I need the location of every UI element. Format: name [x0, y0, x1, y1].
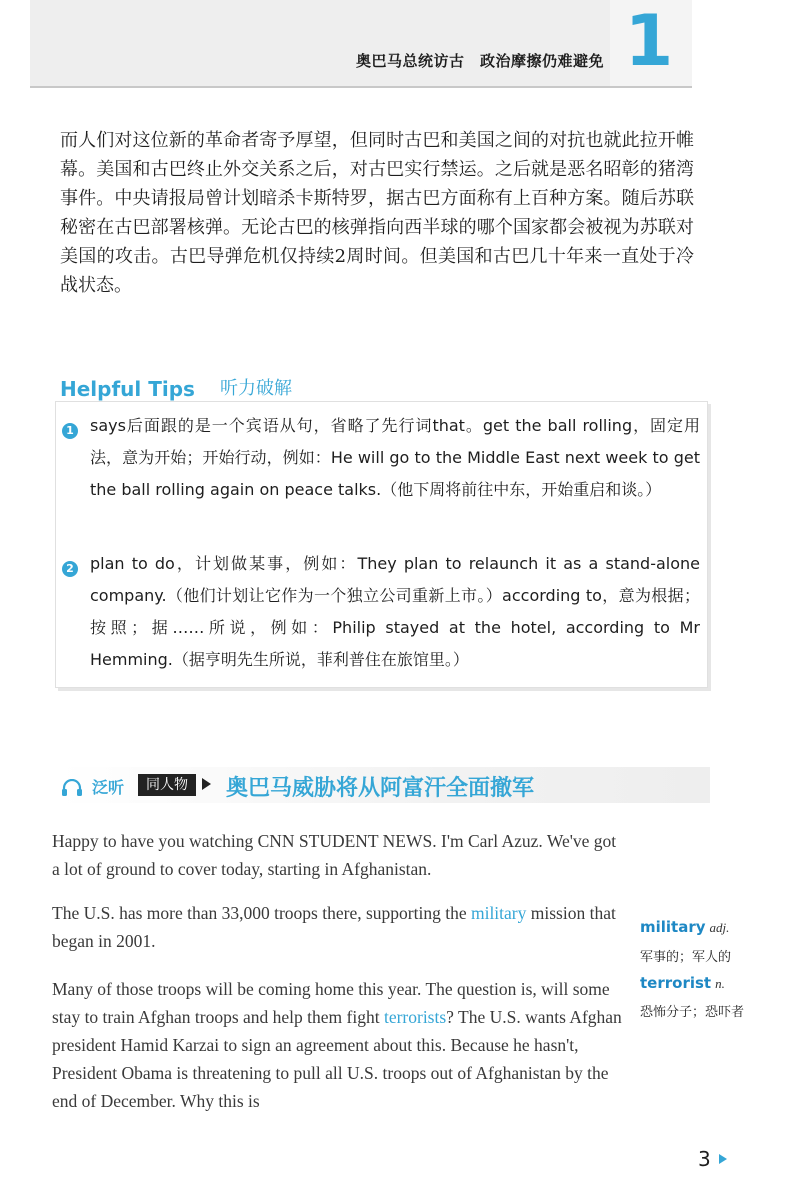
- glossary-definition: 军事的；军人的: [640, 950, 732, 965]
- glossary-word: [640, 918, 729, 936]
- glossary-term: terrorist: [640, 974, 712, 992]
- section-title: 奥巴马威胁将从阿富汗全面撤军: [226, 776, 535, 801]
- paragraph: Happy to have you watching CNN STUDENT NEWS. I'm Carl Azuz. We've got a lot of ground to cover today, starting in Afghanistan.: [52, 831, 617, 879]
- vocab-highlight: military: [470, 903, 527, 923]
- header-divider: [30, 86, 692, 88]
- glossary-term: military: [640, 918, 706, 936]
- paragraph: [52, 975, 622, 1115]
- text-run: The U.S. has more than 33,000 troops there, supporting the: [52, 903, 471, 923]
- page-number: 3: [698, 1147, 711, 1171]
- section-tag: 同人物: [138, 774, 196, 796]
- tip-number-badge: 2: [62, 561, 78, 577]
- tips-title: Helpful Tips: [60, 377, 195, 401]
- tip-text: says后面跟的是一个宾语从句，省略了先行词that。get the ball rolling，固定用法，意为开始；开始行动，例如：He will go to the Middle East next week to get the ball rolling again on peace talks.（他下周将前往中东，开始重启和谈。）: [90, 416, 700, 499]
- text-run: Many of those troops will be coming home this year. The question is, will some stay to train Afghan troops and help them fight: [52, 979, 610, 1027]
- vocab-highlight: terrorists: [383, 1007, 447, 1027]
- intro-paragraph: 而人们对这位新的革命者寄予厚望，但同时古巴和美国之间的对抗也就此拉开帷幕。美国和古巴终止外交关系之后，对古巴实行禁运。之后就是恶名昭彰的猪湾事件。中央请报局曾计划暗杀卡斯特罗，据古巴方面称有上百种方案。随后苏联秘密在古巴部署核弹。无论古巴的核弹指向西半球的哪个国家都会被视为苏联对美国的攻击。古巴导弹危机仅持续2周时间。但美国和古巴几十年来一直处于冷战状态。: [60, 130, 694, 296]
- tips-box: [55, 401, 708, 688]
- text-run: ? The U.S. wants Afghan president Hamid Karzai to sign an agreement about this. Because he hasn't, President Obama is threatening to pull all U.S. troops out of Afghanistan by the end of December. Why this is: [52, 1007, 622, 1111]
- glossary-pos: adj.: [709, 920, 730, 935]
- text-run: mission that began in 2001.: [52, 903, 616, 951]
- running-title: 奥巴马总统访古 政治摩擦仍难避免: [355, 52, 604, 70]
- headphones-icon: [61, 779, 83, 797]
- play-arrow-icon: [202, 778, 211, 790]
- header-band: [30, 0, 692, 86]
- tip-text: plan to do，计划做某事，例如：They plan to relaunch it as a stand-alone company.（他们计划让它作为一个独立公司重新上市。）according to，意为根据；按照；据……所说，例如：Philip stayed at the hotel, according to Mr Hemming.（据亨明先生所说，菲利普住在旅馆里。）: [90, 554, 700, 669]
- tip-number-badge: 1: [62, 423, 78, 439]
- page-arrow-icon: [719, 1154, 727, 1164]
- paragraph: [52, 899, 622, 955]
- section-label: 泛听: [92, 778, 125, 797]
- glossary-word: [640, 974, 725, 992]
- glossary-pos: n.: [715, 976, 725, 991]
- tips-subtitle: 听力破解: [220, 378, 292, 399]
- glossary-definition: 恐怖分子；恐吓者: [640, 1005, 745, 1020]
- chapter-number: 1: [624, 0, 674, 82]
